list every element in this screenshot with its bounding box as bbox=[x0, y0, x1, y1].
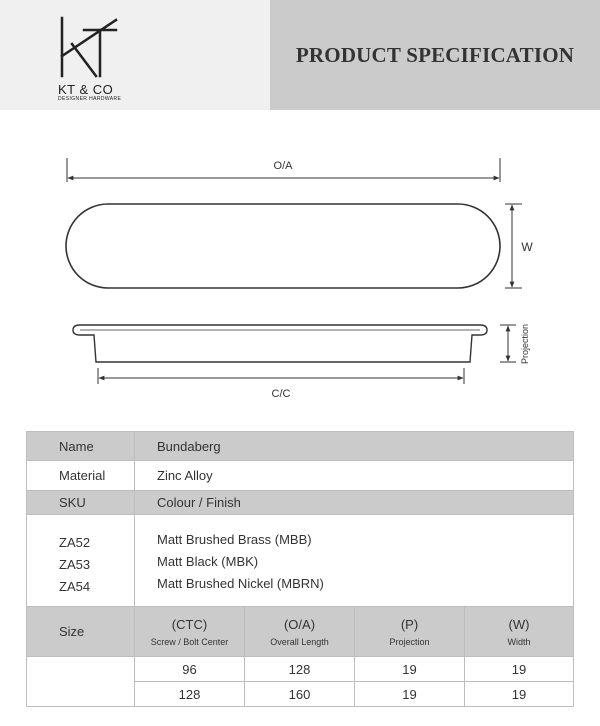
size-col-oa bbox=[245, 607, 355, 657]
material-row bbox=[27, 461, 574, 491]
material-label: Material bbox=[27, 461, 135, 491]
size-label: Size bbox=[27, 607, 135, 657]
sku-finish: Matt Brushed Brass (MBB) bbox=[157, 531, 312, 547]
size-col-w bbox=[465, 607, 574, 657]
brand-name: KT & CO bbox=[58, 82, 114, 97]
size-col-code: (O/A) bbox=[283, 616, 316, 632]
size-cell: 128 bbox=[135, 682, 245, 707]
size-col-code: (CTC) bbox=[171, 616, 208, 632]
size-col-desc: Width bbox=[507, 636, 531, 647]
kt-logo-icon bbox=[0, 0, 270, 110]
size-col-code: (P) bbox=[400, 616, 419, 632]
size-cell: 19 bbox=[465, 657, 574, 682]
size-cell: 160 bbox=[245, 682, 355, 707]
logo-area bbox=[0, 0, 270, 110]
size-col-p bbox=[355, 607, 465, 657]
size-row-spacer bbox=[27, 657, 135, 707]
sku-finishes bbox=[135, 515, 574, 607]
size-cell: 96 bbox=[135, 657, 245, 682]
header bbox=[0, 0, 600, 110]
sku-code: ZA52 bbox=[59, 534, 91, 550]
size-cell: 128 bbox=[245, 657, 355, 682]
size-cell: 19 bbox=[465, 682, 574, 707]
sku-code: ZA54 bbox=[59, 578, 91, 594]
spec-table bbox=[26, 431, 574, 707]
page-title: PRODUCT SPECIFICATION bbox=[295, 42, 575, 67]
size-cell: 19 bbox=[355, 682, 465, 707]
overall-label: O/A bbox=[273, 160, 293, 172]
size-col-desc: Screw / Bolt Center bbox=[150, 636, 229, 647]
name-value: Bundaberg bbox=[135, 432, 574, 461]
sku-finish: Matt Brushed Nickel (MBRN) bbox=[157, 575, 324, 591]
sku-header-row bbox=[27, 491, 574, 515]
size-header-row bbox=[27, 607, 574, 657]
brand-tagline: DESIGNER HARDWARE bbox=[58, 96, 122, 102]
finish-label: Colour / Finish bbox=[135, 491, 574, 515]
table-row bbox=[27, 657, 574, 682]
sku-finish: Matt Black (MBK) bbox=[157, 553, 259, 569]
handle-top-view bbox=[66, 204, 500, 288]
name-row bbox=[27, 432, 574, 461]
sku-codes bbox=[27, 515, 135, 607]
size-col-desc: Projection bbox=[389, 636, 430, 647]
size-cell: 19 bbox=[355, 657, 465, 682]
handle-side-view bbox=[73, 325, 487, 362]
name-label: Name bbox=[27, 432, 135, 461]
size-col-ctc bbox=[135, 607, 245, 657]
material-value: Zinc Alloy bbox=[135, 461, 574, 491]
title-banner bbox=[270, 0, 600, 110]
technical-drawing bbox=[0, 110, 600, 430]
size-col-desc: Overall Length bbox=[270, 636, 329, 647]
projection-label: Projection bbox=[520, 323, 530, 365]
sku-list-row bbox=[27, 515, 574, 607]
size-col-code: (W) bbox=[508, 616, 530, 632]
sku-code: ZA53 bbox=[59, 556, 91, 572]
center-label: C/C bbox=[271, 388, 291, 400]
width-label: W bbox=[521, 240, 533, 254]
sku-label: SKU bbox=[27, 491, 135, 515]
